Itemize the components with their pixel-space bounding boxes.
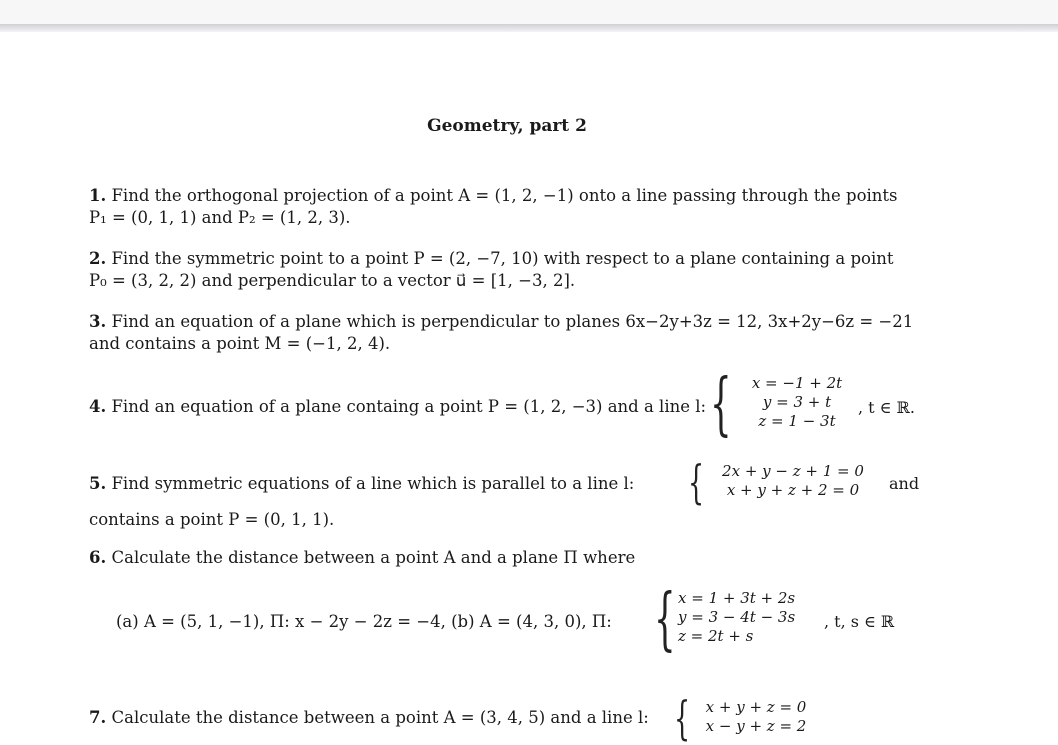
problem-6-number: 6. bbox=[89, 548, 107, 567]
left-brace-icon: { bbox=[688, 455, 705, 509]
document-page bbox=[0, 32, 1058, 743]
viewer-top-bar bbox=[0, 0, 1058, 24]
problem-3-line-2: and contains a point M = (−1, 2, 4). bbox=[89, 334, 391, 353]
problem-5-eq-2: x + y + z + 2 = 0 bbox=[726, 481, 860, 499]
problem-7-system bbox=[696, 698, 816, 736]
problem-7-eq-1: x + y + z = 0 bbox=[705, 698, 807, 716]
left-brace-icon: { bbox=[674, 691, 691, 745]
problem-2-number: 2. bbox=[89, 249, 107, 268]
problem-5-tail: and bbox=[889, 474, 920, 493]
problem-5-line-2: contains a point P = (0, 1, 1). bbox=[89, 510, 335, 529]
problem-2 bbox=[89, 248, 893, 270]
problem-6-eq-1: x = 1 + 3t + 2s bbox=[678, 589, 796, 607]
problem-5-number: 5. bbox=[89, 474, 107, 493]
problem-4-tail: , t ∈ ℝ. bbox=[858, 398, 915, 417]
problem-2-line-2: P₀ = (3, 2, 2) and perpendicular to a vector u⃗ = [1, −3, 2]. bbox=[89, 271, 576, 290]
problem-6-eq-2: y = 3 − 4t − 3s bbox=[678, 608, 796, 626]
problem-4-number: 4. bbox=[89, 397, 107, 416]
problem-5-text: Find symmetric equations of a line which is parallel to a line l: bbox=[111, 474, 635, 493]
page-title: Geometry, part 2 bbox=[427, 116, 587, 136]
problem-3 bbox=[89, 311, 913, 333]
problem-4 bbox=[89, 396, 706, 418]
problem-6-parts: (a) A = (5, 1, −1), Π: x − 2y − 2z = −4, (b) A = (4, 3, 0), Π: bbox=[116, 612, 612, 631]
problem-4-text: Find an equation of a plane containg a point P = (1, 2, −3) and a line l: bbox=[111, 397, 707, 416]
problem-6-text: Calculate the distance between a point A and a plane Π where bbox=[111, 548, 636, 567]
problem-7-text: Calculate the distance between a point A = (3, 4, 5) and a line l: bbox=[111, 708, 649, 727]
problem-7-number: 7. bbox=[89, 708, 107, 727]
problem-4-eq-2: y = 3 + t bbox=[762, 393, 832, 411]
problem-5 bbox=[89, 473, 634, 495]
problem-3-number: 3. bbox=[89, 312, 107, 331]
problem-1-number: 1. bbox=[89, 186, 107, 205]
problem-3-line-1: Find an equation of a plane which is perpendicular to planes 6x−2y+3z = 12, 3x+2y−6z = −21 bbox=[111, 312, 914, 331]
problem-1-line-2: P₁ = (0, 1, 1) and P₂ = (1, 2, 3). bbox=[89, 208, 351, 227]
problem-7 bbox=[89, 707, 649, 729]
problem-7-eq-2: x − y + z = 2 bbox=[705, 717, 807, 735]
problem-6-tail: , t, s ∈ ℝ bbox=[824, 612, 895, 631]
left-brace-icon: { bbox=[710, 365, 732, 444]
problem-1-line-1: Find the orthogonal projection of a point A = (1, 2, −1) onto a line passing through the points bbox=[111, 186, 898, 205]
problem-5-eq-1: 2x + y − z + 1 = 0 bbox=[722, 462, 864, 480]
problem-4-eq-1: x = −1 + 2t bbox=[751, 374, 843, 392]
problem-1 bbox=[89, 185, 898, 207]
problem-5-system bbox=[710, 462, 876, 500]
problem-4-eq-3: z = 1 − 3t bbox=[758, 412, 836, 430]
left-brace-icon: { bbox=[654, 580, 676, 659]
problem-6 bbox=[89, 547, 635, 569]
problem-2-line-1: Find the symmetric point to a point P = (2, −7, 10) with respect to a plane containing a point bbox=[111, 249, 894, 268]
problem-4-system bbox=[742, 374, 852, 431]
problem-6-eq-3: z = 2t + s bbox=[678, 627, 754, 645]
viewer-divider bbox=[0, 24, 1058, 32]
problem-6-system bbox=[678, 589, 818, 646]
